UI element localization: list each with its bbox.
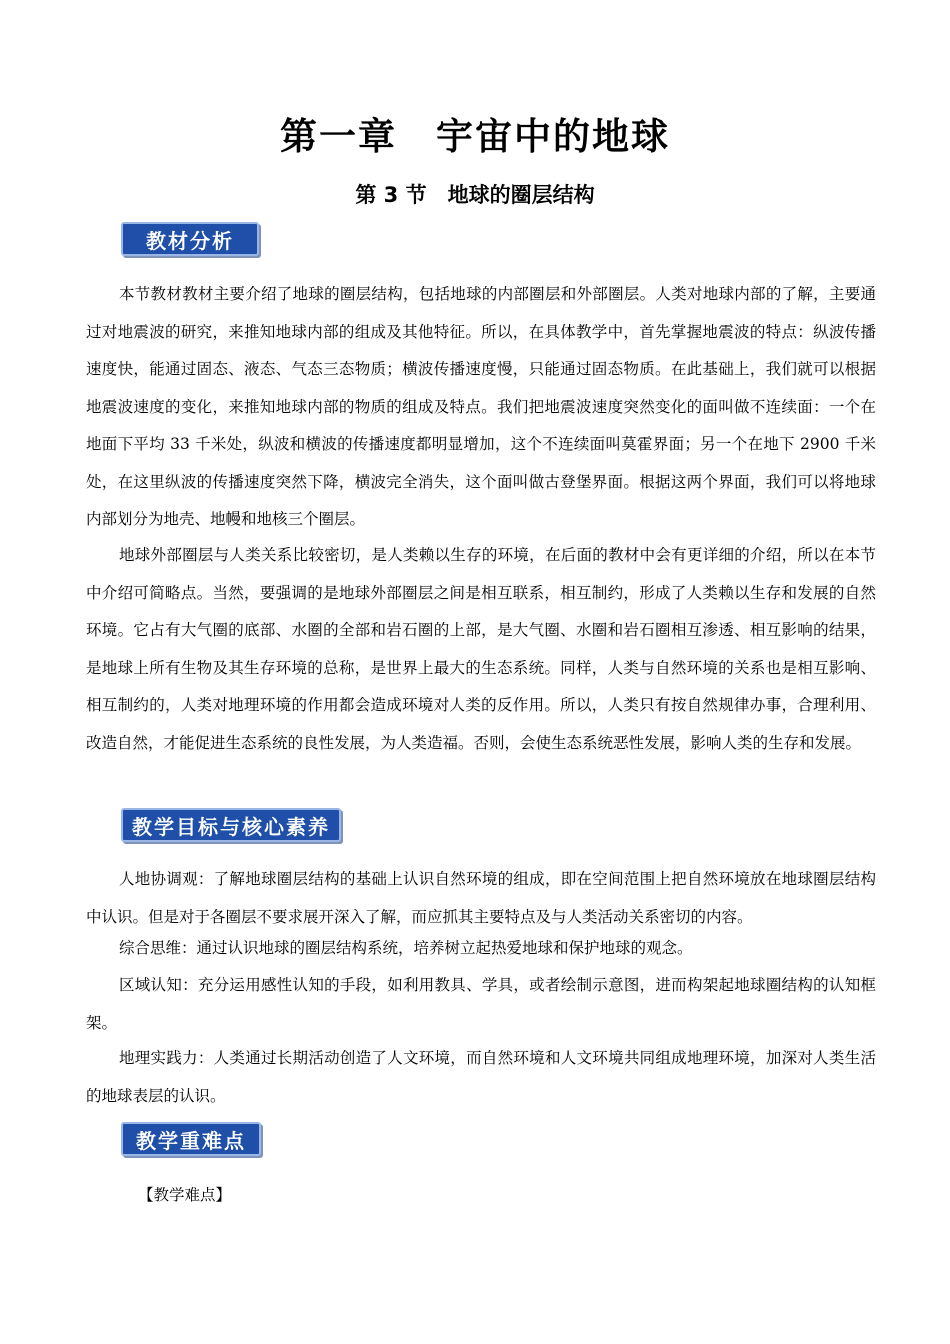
heading-badge-analysis: 教材分析 [121, 222, 259, 256]
goal-human-earth-paragraph: 人地协调观：了解地球圈层结构的基础上认识自然环境的组成，即在空间范围上把自然环境放在地球圈层结构中认识。但是对于各圈层不要求展开深入了解，而应抓其主要特点及与人类活动关系密切的内容。 [86, 870, 876, 926]
heading-badge-goals: 教学目标与核心素养 [121, 808, 341, 842]
section-title: 第 3 节 地球的圈层结构 [355, 183, 595, 207]
analysis-paragraph-1: 本节教材教材主要介绍了地球的圈层结构，包括地球的内部圈层和外部圈层。人类对地球内部的了解，主要通过对地震波的研究，来推知地球内部的组成及其他特征。所以，在具体教学中，首先掌握地震波的特点：纵波传播速度快，能通过固态、液态、气态三态物质；横波传播速度慢，只能通过固态物质。在此基础上，我们就可以根据地震波速度的变化，来推知地球内部的物质的组成及特点。我们把地震波速度突然变化的面叫做不连续面：一个在地面下平均 33 千米处，纵波和横波的传播速度都明显增加，这个不连续面叫莫霍界面；另一个在地下 2900 千米处，在这里纵波的传播速度突然下降，横波完全消失，这个面叫做古登堡界面。根据这两个界面，我们可以将地球内部划分为地壳、地幔和地核三个圈层。 [86, 285, 876, 528]
chapter-title: 第一章 宇宙中的地球 [280, 115, 670, 158]
analysis-paragraph-2: 地球外部圈层与人类关系比较密切，是人类赖以生存的环境，在后面的教材中会有更详细的介绍，所以在本节中介绍可简略点。当然，要强调的是地球外部圈层之间是相互联系，相互制约，形成了人类赖以生存和发展的自然环境。它占有大气圈的底部、水圈的全部和岩石圈的上部，是大气圈、水圈和岩石圈相互渗透、相互影响的结果，是地球上所有生物及其生存环境的总称，是世界上最大的生态系统。同样，人类与自然环境的关系也是相互影响、相互制约的，人类对地理环境的作用都会造成环境对人类的反作用。所以，人类只有按自然规律办事，合理利用、改造自然，才能促进生态系统的良性发展，为人类造福。否则，会使生态系统恶性发展，影响人类的生存和发展。 [86, 546, 876, 752]
goal-geo-practice-paragraph: 地理实践力：人类通过长期活动创造了人文环境，而自然环境和人文环境共同组成地理环境，加深对人类生活的地球表层的认识。 [86, 1049, 876, 1105]
goal-integrated-thinking-paragraph: 综合思维：通过认识地球的圈层结构系统，培养树立起热爱地球和保护地球的观念。 [119, 939, 693, 957]
goal-regional-cognition-paragraph: 区域认知：充分运用感性认知的手段，如利用教具、学具，或者绘制示意图，进而构架起地球圈结构的认知框架。 [86, 976, 876, 1032]
teaching-difficulty-label: 【教学难点】 [138, 1186, 232, 1204]
heading-badge-key-points: 教学重难点 [121, 1122, 261, 1156]
